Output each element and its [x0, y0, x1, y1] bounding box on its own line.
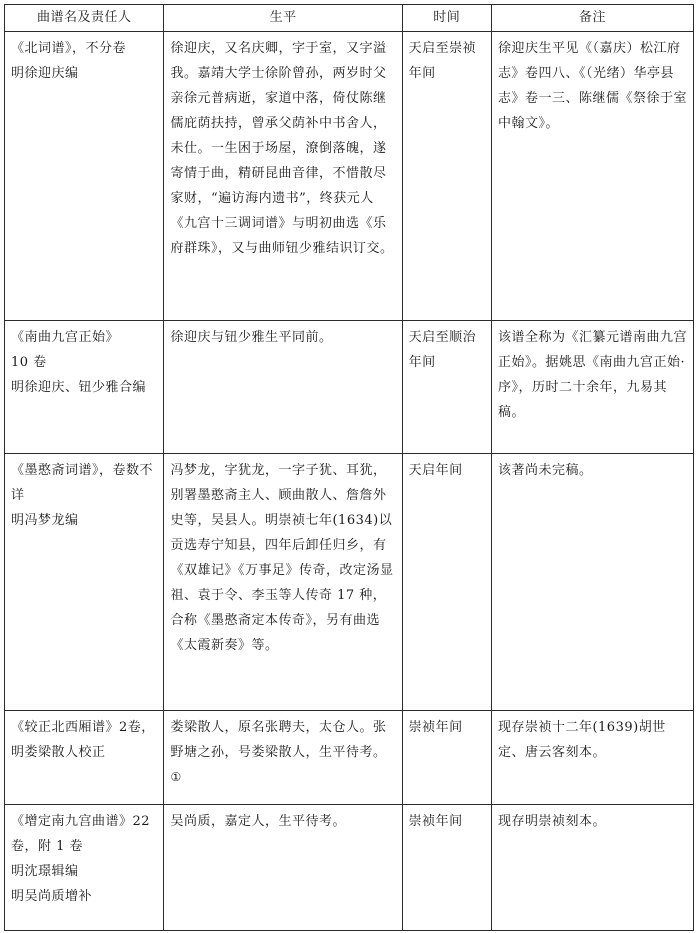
- bio-cell: 徐迎庆，又名庆卿，字于室，又字溢我。嘉靖大学士徐阶曾孙，两岁时父亲徐元普病逝，家道中落，倚仗陈继儒庇荫扶持，曾承父荫补中书舍人，未仕。一生困于场屋，潦倒落魄，遂寄情于曲，精研昆曲音律，不惜散尽家财，“遍访海内遗书”，终获元人《九宫十三调词谱》与明初曲选《乐府群珠》，又与曲师钮少雅结识订交。: [164, 32, 402, 321]
- bio-cell: 徐迎庆与钮少雅生平同前。: [164, 321, 402, 454]
- title-line: 《南曲九宫正始》: [11, 330, 120, 345]
- footnote-mark[interactable]: ①: [170, 770, 182, 784]
- time-cell: 崇祯年间: [402, 711, 491, 805]
- bio-cell: 吴尚质，嘉定人，生平待考。: [164, 805, 402, 931]
- header-time: 时间: [402, 5, 491, 32]
- title-line: 《北词谱》，不分卷: [11, 41, 127, 56]
- header-row: [5, 5, 694, 32]
- header-title: 曲谱名及责任人: [5, 5, 164, 32]
- note-cell: 现存明崇祯刻本。: [491, 805, 693, 931]
- header-bio: 生平: [164, 5, 402, 32]
- note-cell: 现存崇祯十二年(1639)胡世定、唐云客刻本。: [491, 711, 693, 805]
- title-line: 明徐迎庆、钮少雅合编: [11, 380, 147, 395]
- title-cell: [5, 321, 164, 454]
- table-row: [5, 321, 694, 454]
- title-cell: [5, 32, 164, 321]
- table-row: [5, 32, 694, 321]
- header-note: 备注: [491, 5, 693, 32]
- time-cell: 天启至顺治年间: [402, 321, 491, 454]
- title-line: 《增定南九宫曲谱》22卷，附 1 卷: [11, 814, 151, 854]
- title-line: 《较正北西厢谱》2卷，明娄梁散人校正: [11, 720, 155, 760]
- table-row: [5, 454, 694, 711]
- time-cell: 崇祯年间: [402, 805, 491, 931]
- note-cell: 该著尚未完稿。: [491, 454, 693, 711]
- note-cell: 该谱全称为《汇纂元谱南曲九宫正始》。据姚思《南曲九宫正始·序》，历时二十余年，九易其稿。: [491, 321, 693, 454]
- bio-cell: [164, 711, 402, 805]
- table-row: [5, 711, 694, 805]
- note-cell: 徐迎庆生平见《（嘉庆）松江府志》卷四八、《（光绪）华亭县志》卷一三、陈继儒《祭徐于室中翰文》。: [491, 32, 693, 321]
- title-line: 明徐迎庆编: [11, 66, 79, 81]
- qupu-catalog-table: [4, 4, 694, 931]
- title-line: 10 卷: [11, 355, 47, 370]
- title-line: 明冯梦龙编: [11, 513, 79, 528]
- title-cell: [5, 805, 164, 931]
- bio-text: 娄梁散人，原名张聘夫，太仓人。张野塘之孙，号娄梁散人，生平待考。: [170, 720, 387, 760]
- time-cell: 天启至崇祯年间: [402, 32, 491, 321]
- time-cell: 天启年间: [402, 454, 491, 711]
- title-line: 《墨憨斋词谱》，卷数不详: [11, 463, 154, 503]
- title-line: 明吴尚质增补: [11, 889, 93, 904]
- title-line: 明沈璟辑编: [11, 864, 79, 879]
- title-cell: [5, 711, 164, 805]
- table-row: [5, 805, 694, 931]
- bio-cell: 冯梦龙，字犹龙，一字子犹、耳犹，别署墨憨斋主人、顾曲散人、詹詹外史等，吴县人。明崇祯七年(1634)以贡选寿宁知县，四年后卸任归乡，有《双雄记》《万事足》传奇，改定汤显祖、袁于令、李玉等人传奇 17 种，合称《墨憨斋定本传奇》，另有曲选《太霞新奏》等。: [164, 454, 402, 711]
- title-cell: [5, 454, 164, 711]
